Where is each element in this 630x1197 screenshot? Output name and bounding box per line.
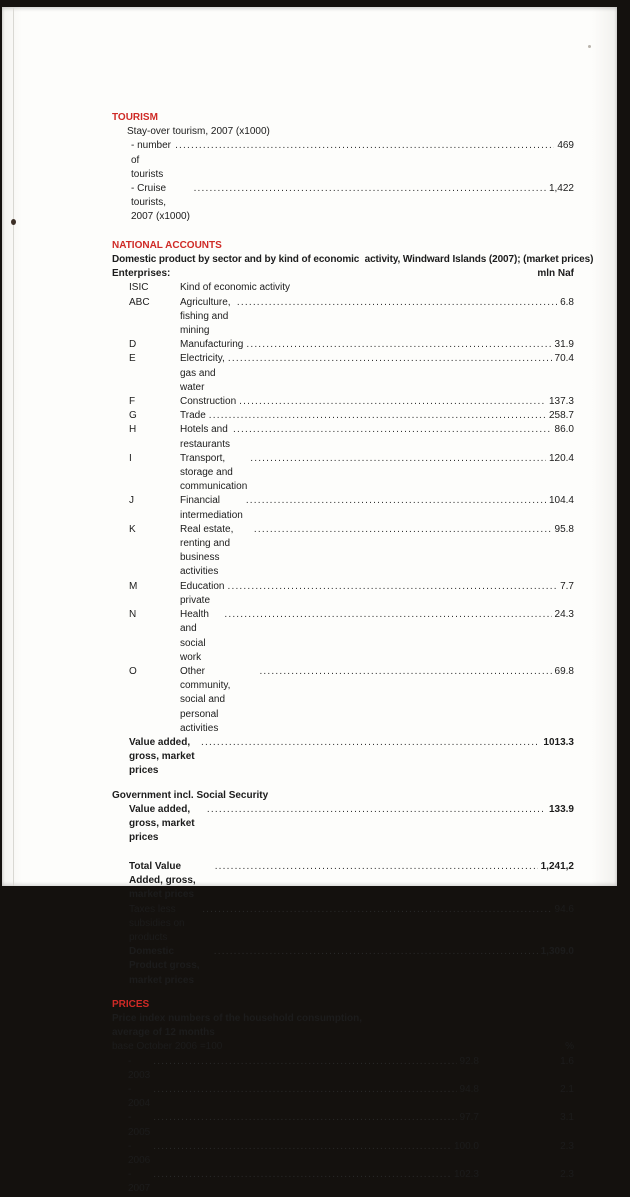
tourism-rows [112,139,574,224]
value-added-total-row [112,736,574,779]
sector-code: N [129,609,137,621]
summary-row-label: Total Value Added, gross, market prices [129,860,196,901]
column-header-isic: ISIC [129,282,149,294]
dot-leader [153,1111,456,1125]
dot-leader [153,1055,456,1069]
price-index-row [112,1140,574,1168]
sector-value: 137.3 [548,396,574,408]
summary-row-value: 94.6 [554,903,574,915]
dot-leader [246,494,546,508]
sector-code: H [129,424,137,436]
dot-leader [201,736,540,750]
government-value-added-label: Value added, gross, market prices [129,803,195,844]
price-pct-value: 2.3 [560,1140,574,1152]
tourism-row-value: 469 [557,140,574,152]
dot-leader [224,608,551,622]
national-accounts-heading: NATIONAL ACCOUNTS [112,239,222,251]
sector-label: Transport, storage and communication [180,452,248,493]
sector-code: O [129,665,137,677]
table-row [112,452,574,495]
sector-label: Education private [180,580,225,606]
price-pct-value: 1.6 [560,1055,574,1067]
value-added-total-label: Value added, gross, market prices [129,736,195,777]
summary-row-label: Domestic Product gross, market prices [129,946,200,986]
tourism-row-label: - Cruise tourists, 2007 (x1000) [131,183,190,223]
dot-leader [153,1168,451,1182]
sector-code: E [129,353,136,365]
national-accounts-section [112,239,594,988]
dot-leader [259,665,551,679]
price-year-label: - 2004 [128,1083,151,1110]
tourism-row [112,139,574,182]
sector-label: Financial intermediation [180,495,243,521]
summary-rows [112,860,574,988]
table-row [112,338,574,352]
sector-value: 120.4 [548,452,574,464]
price-index-row [112,1083,574,1111]
percent-column-header: % [565,1041,574,1053]
tourism-heading: TOURISM [112,112,158,123]
enterprises-header-row [112,267,574,281]
sector-value: 104.4 [548,495,574,507]
dot-leader [194,182,546,196]
sector-code: D [129,339,137,351]
table-row [112,494,574,522]
table-row [112,395,574,409]
price-year-label: - 2006 [128,1140,151,1166]
sector-label: Electricity, gas and water [180,353,225,393]
price-index-value: 100.0 [453,1140,479,1152]
unit-label: mln Naf [537,268,574,280]
sector-value: 95.8 [554,523,574,535]
sector-label: Construction [180,396,237,408]
dot-leader [214,945,538,959]
summary-row-value: 1,309.0 [540,946,574,958]
dot-leader [237,296,557,310]
dot-leader [153,1083,456,1097]
value-added-total-value: 1013.3 [543,736,574,748]
table-row [112,296,574,339]
price-index-value: 94.8 [459,1083,479,1095]
summary-row-value: 1,241,2 [540,860,574,872]
dot-leader [239,395,546,409]
prices-base-label: base October 2006 =100 [112,1041,223,1053]
table-row [112,523,574,580]
tourism-row-label: - number of tourists [131,140,172,180]
sector-value: 7.7 [560,580,574,592]
sector-label: Trade [180,410,206,422]
sector-value: 31.9 [554,339,574,351]
table-row [112,580,574,608]
sector-value: 24.3 [554,609,574,621]
government-value-added-value: 133.9 [548,803,574,815]
government-value-added-row [112,803,574,846]
sector-value: 70.4 [554,353,574,365]
price-year-label: - 2005 [128,1112,151,1138]
dot-leader [209,409,546,423]
price-index-row [112,1055,574,1083]
sector-label: Health and social work [180,609,209,663]
summary-row [112,945,574,988]
dot-leader [228,352,552,366]
tourism-row-value: 1,422 [548,183,574,195]
price-year-label: - 2003 [128,1055,151,1081]
sector-code: K [129,523,136,535]
price-index-value: 92.8 [459,1055,479,1067]
price-pct-value: 2.3 [560,1169,574,1181]
column-header-activity: Kind of economic activity [180,282,291,294]
summary-row-label: Taxes less subsidies on products [129,903,185,943]
table-row [112,352,574,395]
sector-code: M [129,580,138,592]
sector-code: ABC [129,296,150,308]
table-row [112,423,574,451]
sector-code: F [129,396,136,408]
prices-subtitle-line1: Price index numbers of the household consumption, [112,1012,363,1024]
sector-code: J [129,495,134,507]
price-pct-value: 2.1 [560,1083,574,1095]
dot-leader [233,423,552,437]
dot-leader [254,523,552,537]
book-page [2,7,617,1195]
tourism-subheading: Stay-over tourism, 2007 (x1000) [127,126,270,138]
dot-leader [202,903,551,917]
table-row [112,608,574,665]
sector-label: Other community, social and personal activities [180,665,231,734]
sector-value: 6.8 [560,296,574,308]
dot-leader [215,860,538,874]
sector-code: G [129,410,137,422]
dust-speck [588,45,591,48]
table-column-header-row [112,281,574,295]
national-accounts-subtitle: Domestic product by sector and by kind of economic activity, Windward Islands (2007); (market prices) [112,254,594,266]
sector-label: Manufacturing [180,339,244,351]
enterprises-label: Enterprises: [112,268,171,280]
dot-leader [227,580,557,594]
page-content [112,111,594,1197]
sector-label: Real estate, renting and business activities [180,523,234,578]
prices-base-row [112,1040,574,1054]
dot-leader [250,452,546,466]
dot-leader [207,803,546,817]
sector-label: Hotels and restaurants [180,424,231,450]
page-fold-line [13,7,14,886]
table-row [112,409,574,423]
government-heading: Government incl. Social Security [112,789,269,801]
dot-leader [153,1140,451,1154]
ink-speck [11,219,16,225]
prices-section [112,998,574,1197]
sector-label: Agriculture, fishing and mining [180,296,231,337]
sector-code: I [129,452,132,464]
price-index-row [112,1168,574,1196]
sector-value: 258.7 [548,410,574,422]
price-year-label: - 2007 [128,1169,151,1195]
price-index-rows [112,1055,574,1197]
prices-heading: PRICES [112,998,150,1010]
price-index-value: 97.7 [459,1112,479,1124]
price-index-value: 102.3 [453,1169,479,1181]
summary-row [112,903,574,946]
tourism-row [112,182,574,225]
dot-leader [246,338,551,352]
prices-subtitle-line2: average of 12 months [112,1027,215,1039]
tourism-section [112,111,574,225]
dot-leader [175,139,554,153]
price-index-row [112,1111,574,1139]
summary-row [112,860,574,903]
sector-table [112,296,574,736]
sector-value: 86.0 [554,424,574,436]
price-pct-value: 3.1 [560,1112,574,1124]
sector-value: 69.8 [554,665,574,677]
table-row [112,665,574,736]
